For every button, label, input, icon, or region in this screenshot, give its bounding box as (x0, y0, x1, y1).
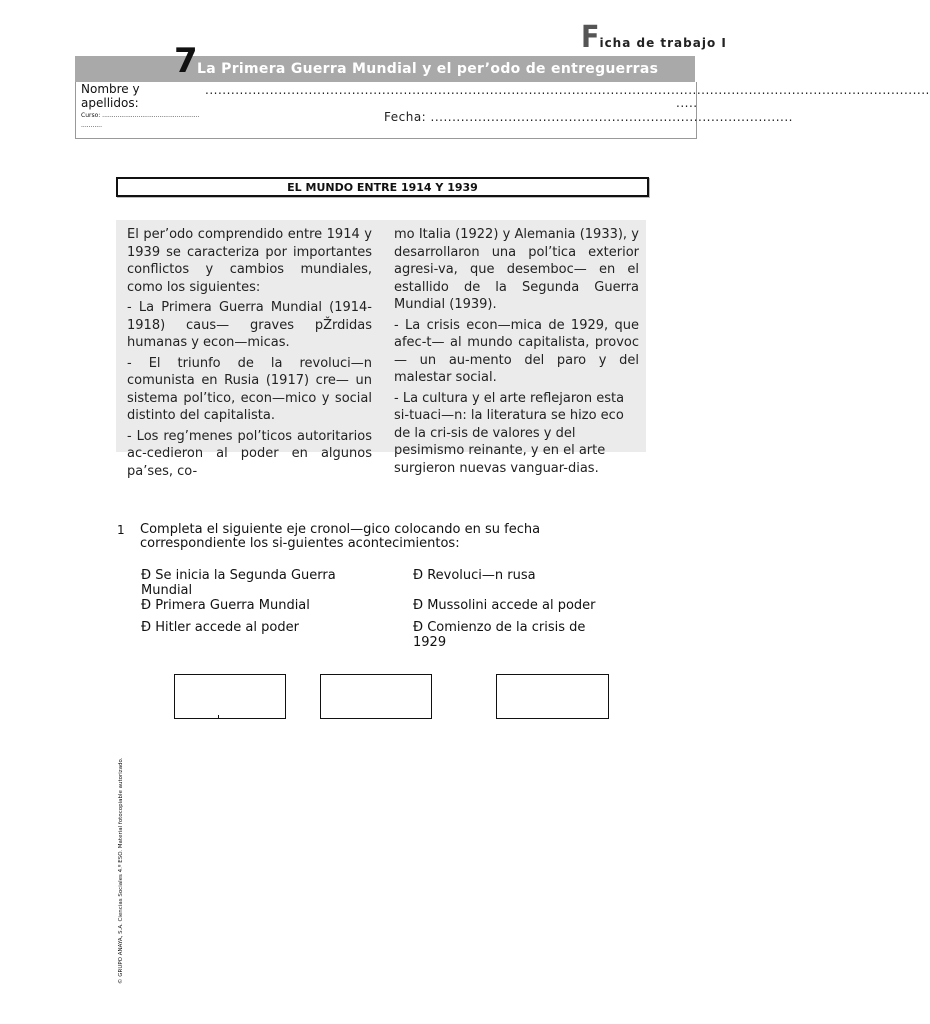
intro-paragraph: mo Italia (1922) y Alemania (1933), y desarrollaron una pol’tica exterior agresi-va, que desemboc— en el estallido de la Segunda Guerra Mundial (1939). (394, 227, 639, 312)
intro-bullet: - La crisis econ—mica de 1929, que afec-t— al mundo capitalista, provoc— un au-mento del paro y del malestar social. (394, 317, 639, 385)
name-label-line1: Nombre y (81, 82, 140, 96)
intro-bullet: - La Primera Guerra Mundial (1914-1918) caus— graves pŽrdidas humanas y econ—micas. (127, 300, 372, 350)
name-field[interactable]: ........................................................................................................................................................................ (205, 83, 930, 97)
intro-bullet: - El triunfo de la revoluci—n comunista en Rusia (1917) cre— un sistema pol’tico, econ—mico y social distinto del capitalista. (127, 355, 372, 423)
timeline-box[interactable] (496, 674, 609, 719)
date-field[interactable]: Fecha: .................................................................................... (384, 110, 793, 124)
name-label-line2: apellidos: (81, 96, 139, 110)
question-text: Completa el siguiente eje cronol—gico colocando en su fecha correspondiente los si-guientes acontecimientos: (140, 522, 541, 551)
unit-title: La Primera Guerra Mundial y el per’odo de entreguerras (197, 61, 659, 77)
timeline-box[interactable] (174, 674, 286, 719)
intro-right-column (394, 226, 639, 480)
name-field-end[interactable]: ..... (676, 96, 698, 110)
event-item: Ð Mussolini accede al poder (413, 598, 596, 613)
event-item: Ð Revoluci—n rusa (413, 568, 536, 583)
question-number: 1 (117, 523, 125, 537)
event-item: Ð Primera Guerra Mundial (141, 598, 310, 613)
event-item: Ð Comienzo de la crisis de 1929 (413, 620, 586, 650)
worksheet-label (581, 20, 727, 55)
event-item: Ð Hitler accede al poder (141, 620, 299, 635)
event-item: Ð Se inicia la Segunda Guerra Mundial (141, 568, 336, 598)
worksheet-label-initial: F (581, 20, 600, 55)
course-field-dots: ........... (81, 122, 102, 129)
unit-number: 7 (174, 41, 198, 81)
timeline-tick (218, 715, 219, 719)
intro-paragraph: El per’odo comprendido entre 1914 y 1939 se caracteriza por importantes conflictos y cambios mundiales, como los siguientes: (127, 227, 372, 295)
intro-left-column (127, 226, 372, 483)
intro-bullet: - Los reg’menes pol’ticos autoritarios ac-cedieron al poder en algunos pa’ses, co- (127, 428, 372, 479)
worksheet-label-rest: icha de trabajo I (599, 36, 727, 50)
section-title: EL MUNDO ENTRE 1914 Y 1939 (116, 177, 649, 197)
intro-bullet: - La cultura y el arte reflejaron esta si-tuaci—n: la literatura se hizo eco de la cri-sis de valores y del pesimismo reinante, y en el arte surgieron nuevas vanguar-dias. (394, 390, 625, 476)
copyright-notice: © GRUPO ANAYA, S.A. Ciencias Sociales 4.º ESO. Material fotocopiable autorizado. (118, 757, 124, 984)
course-field[interactable]: Curso: ................................................... (81, 112, 200, 119)
timeline-box[interactable] (320, 674, 432, 719)
